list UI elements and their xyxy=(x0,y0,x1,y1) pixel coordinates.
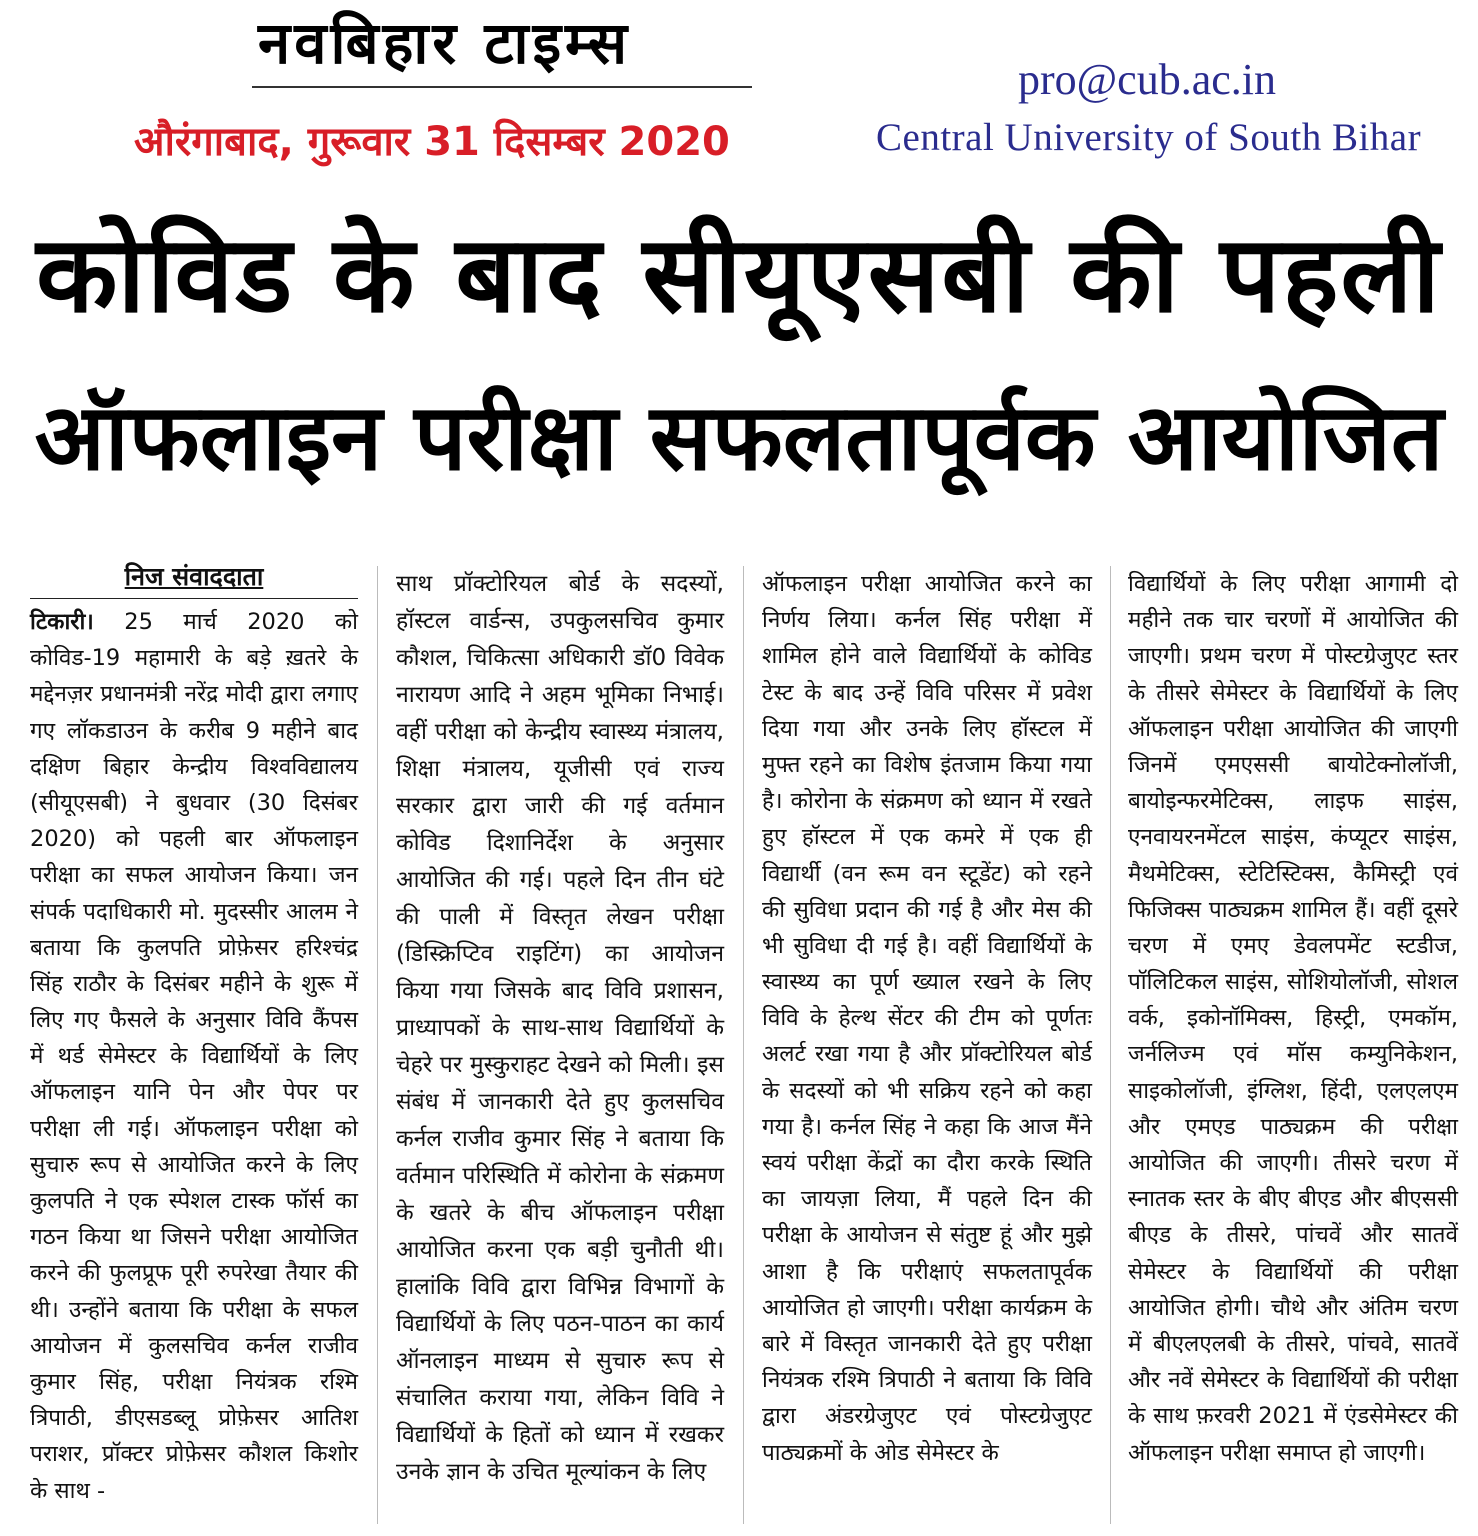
column-3-text: ऑफलाइन परीक्षा आयोजित करने का निर्णय लिया। कर्नल सिंह परीक्षा में शामिल होने वाले विद्यार्थियों के कोविड टेस्ट के बाद उन्हें विवि परिसर में प्रवेश दिया गया और उनके लिए हॉस्टल में मुफ्त रहने का विशेष इंतजाम किया गया है। कोरोना के संक्रमण को ध्यान में रखते हुए हॉस्टल में एक कमरे में एक ही विद्यार्थी (वन रूम वन स्टूडेंट) को रहने की सुविधा प्रदान की गई है और मेस की भी सुविधा दी गई है। वहीं विद्यार्थियों के स्वास्थ्य का पूर्ण ख्याल रखने के लिए विवि के हेल्थ सेंटर की टीम को पूर्णतः अलर्ट रखा गया है और प्रॉक्टोरियल बोर्ड के सदस्यों को भी सक्रिय रहने को कहा गया है। कर्नल सिंह ने कहा कि आज मैंने स्वयं परीक्षा केंद्रों का दौरा करके स्थिति का जायज़ा लिया, मैं पहले दिन की परीक्षा के आयोजन से संतुष्ट हूं और मुझे आशा है कि परीक्षाएं सफलतापूर्वक आयोजित हो जाएगी। परीक्षा कार्यक्रम के बारे में विस्तृत जानकारी देते हुए परीक्षा नियंत्रक रश्मि त्रिपाठी ने बताया कि विवि द्वारा अंडरग्रेजुएट एवं पोस्टग्रेजुएट पाठ्यक्रमों के ओड सेमेस्टर के xyxy=(762,571,1092,1466)
headline-line-2: ऑफलाइन परीक्षा सफलतापूर्वक आयोजित xyxy=(34,384,1444,491)
headline-line-1: कोविड के बाद सीयूएसबी की पहली xyxy=(36,213,1442,336)
byline: निज संवाददाता xyxy=(124,562,264,591)
byline-divider xyxy=(30,598,358,599)
masthead-divider xyxy=(252,86,752,88)
article-column-4 xyxy=(1128,566,1458,1524)
article-column-3 xyxy=(762,566,1092,1524)
university-name-stamp: Central University of South Bihar xyxy=(876,116,1422,159)
column-4-text: विद्यार्थियों के लिए परीक्षा आगामी दो महीने तक चार चरणों में आयोजित की जाएगी। प्रथम चरण में पोस्टग्रेजुएट स्तर के तीसरे सेमेस्टर के विद्यार्थियों के लिए ऑफलाइन परीक्षा आयोजित की जाएगी जिनमें एमएससी बायोटेक्नोलॉजी, बायोइन्फरमेटिक्स, लाइफ साइंस, एनवायरनमेंटल साइंस, कंप्यूटर साइंस, मैथमेटिक्स, स्टेटिस्टिक्स, कैमिस्ट्री एवं फिजिक्स पाठ्यक्रम शामिल हैं। वहीं दूसरे चरण में एमए डेवलपमेंट स्टडीज, पॉलिटिकल साइंस, सोशियोलॉजी, सोशल वर्क, इकोनॉमिक्स, हिस्ट्री, एमकॉम, जर्नलिज्म एवं मॉस कम्युनिकेशन, साइकोलॉजी, इंग्लिश, हिंदी, एलएलएम और एमएड पाठ्यक्रम की परीक्षा आयोजित की जाएगी। तीसरे चरण में स्नातक स्तर के बीए बीएड और बीएससी बीएड के तीसरे, पांचवें और सातवें सेमेस्टर के विद्यार्थियों की परीक्षा आयोजित होगी। चौथे और अंतिम चरण में बीएलएलबी के तीसरे, पांचवे, सातवें और नवें सेमेस्टर के विद्यार्थियों की परीक्षा के साथ फ़रवरी 2021 में एंडसेमेस्टर की ऑफलाइन परीक्षा समाप्त हो जाएगी। xyxy=(1128,571,1458,1466)
dateline: औरंगाबाद, गुरूवार 31 दिसम्बर 2020 xyxy=(134,119,730,165)
column-1-text: 25 मार्च 2020 को कोविड-19 महामारी के बड़े ख़तरे के मद्देनज़र प्रधानमंत्री नरेंद्र मोदी द्वारा लगाए गए लॉकडाउन के करीब 9 महीने बाद दक्षिण बिहार केन्द्रीय विश्वविद्यालय (सीयूएसबी) ने बुधवार (30 दिसंबर 2020) को पहली बार ऑफलाइन परीक्षा का सफल आयोजन किया। जन संपर्क पदाधिकारी मो. मुदस्सीर आलम ने बताया कि कुलपति प्रोफ़ेसर हरिश्चंद्र सिंह राठौर के दिसंबर महीने के शुरू में लिए गए फैसले के अनुसार विवि कैंपस में थर्ड सेमेस्टर के विद्यार्थियों के लिए ऑफलाइन यानि पेन और पेपर पर परीक्षा ली गई। ऑफलाइन परीक्षा को सुचारु रूप से आयोजित करने के लिए कुलपति ने एक स्पेशल टास्क फॉर्स का गठन किया था जिसने परीक्षा आयोजित करने की फुलप्रूफ पूरी रुपरेखा तैयार की थी। उन्होंने बताया कि परीक्षा के सफल आयोजन में कुलसचिव कर्नल राजीव कुमार सिंह, परीक्षा नियंत्रक रश्मि त्रिपाठी, डीएसडब्लू प्रोफ़ेसर आतिश पराशर, प्रॉक्टर प्रोफ़ेसर कौशल किशोर के साथ - xyxy=(30,609,359,1504)
newspaper-masthead: नवबिहार टाइम्स xyxy=(258,9,632,77)
column-2-text: साथ प्रॉक्टोरियल बोर्ड के सदस्यों, हॉस्टल वार्डन्स, उपकुलसचिव कुमार कौशल, चिकित्सा अधिकारी डॉ0 विवेक नारायण आदि ने अहम भूमिका निभाई। वहीं परीक्षा को केन्द्रीय स्वास्थ्य मंत्रालय, शिक्षा मंत्रालय, यूजीसी एवं राज्य सरकार द्वारा जारी की गई वर्तमान कोविड दिशानिर्देश के अनुसार आयोजित की गई। पहले दिन तीन घंटे की पाली में विस्तृत लेखन परीक्षा (डिस्क्रिप्टिव राइटिंग) का आयोजन किया गया जिसके बाद विवि प्रशासन, प्राध्यापकों के साथ-साथ विद्यार्थियों के चेहरे पर मुस्कुराहट देखने को मिली। इस संबंध में जानकारी देते हुए कुलसचिव कर्नल राजीव कुमार सिंह ने बताया कि वर्तमान परिस्थिति में कोरोना के संक्रमण के खतरे के बीच ऑफलाइन परीक्षा आयोजित करना एक बड़ी चुनौती थी। हालांकि विवि द्वारा विभिन्न विभागों के विद्यार्थियों के लिए पठन-पाठन का कार्य ऑनलाइन माध्यम से सुचारु रूप से संचालित कराया गया, लेकिन विवि ने विद्यार्थियों के हितों को ध्यान में रखकर उनके ज्ञान के उचित मूल्यांकन के लिए xyxy=(396,571,724,1485)
pro-email-stamp: pro@cub.ac.in xyxy=(1018,55,1276,104)
column-divider xyxy=(377,566,378,1524)
column-divider xyxy=(743,566,744,1524)
article-column-1 xyxy=(30,604,358,1524)
place-name: टिकारी। xyxy=(30,609,94,635)
column-divider xyxy=(1110,566,1111,1524)
article-column-2 xyxy=(396,566,724,1524)
